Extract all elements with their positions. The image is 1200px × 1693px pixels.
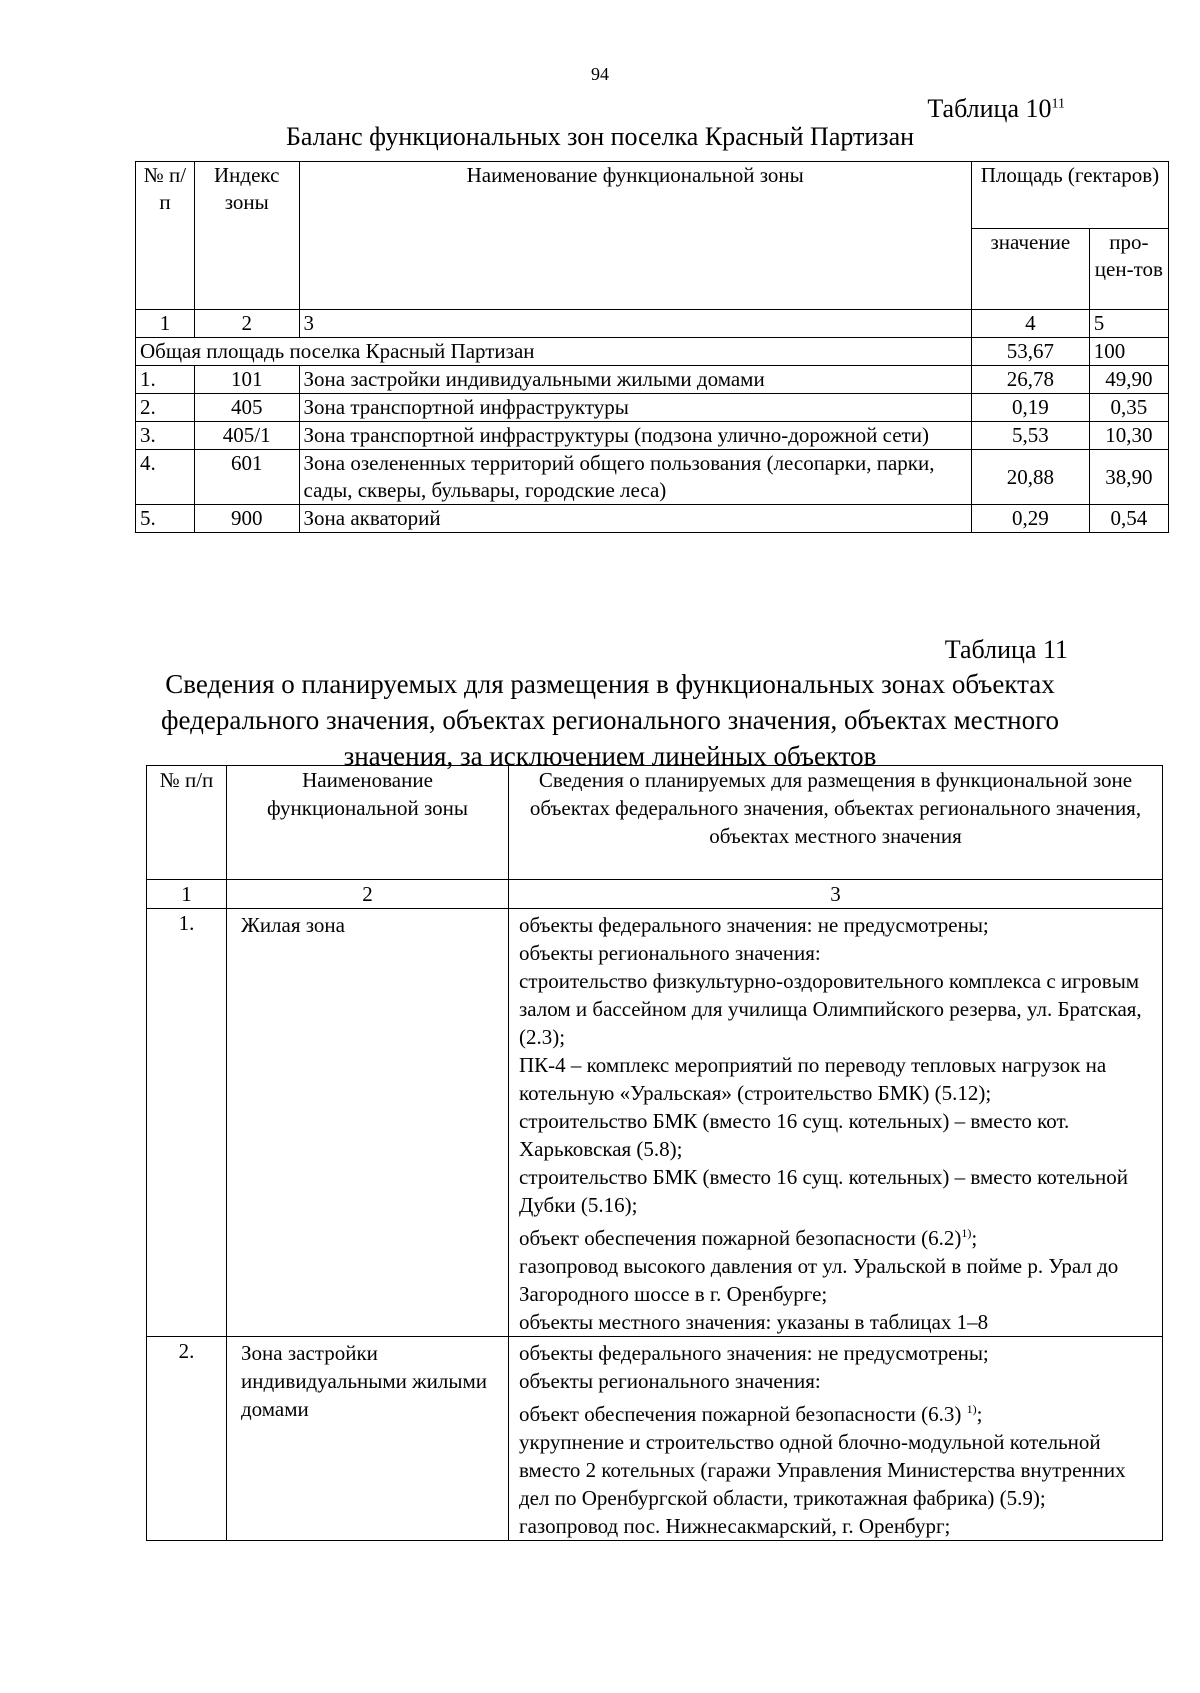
t10-row-num: 2. bbox=[136, 394, 195, 422]
t11-info-line: строительство БМК (вместо 16 сущ. котельных) – вместо котельной Дубки (5.16); bbox=[519, 1165, 1128, 1217]
page-number: 94 bbox=[591, 64, 609, 84]
t11-colnum: 2 bbox=[227, 880, 509, 909]
table11 bbox=[146, 765, 1163, 1541]
t10-row-index: 405/1 bbox=[194, 422, 299, 450]
t11-info-line: строительство физкультурно-оздоровительного комплекса с игровым залом и бассейном для училища Олимпийского резерва, ул. Братская, (2.3); bbox=[519, 969, 1142, 1049]
table10-label-text: Таблица 10 bbox=[927, 94, 1052, 123]
t10-row-index: 405 bbox=[194, 394, 299, 422]
t10-row-index: 900 bbox=[194, 505, 299, 533]
table-row bbox=[136, 450, 1169, 505]
t11-info-line: газопровод пос. Нижнесакмарский, г. Оренбург; bbox=[519, 1514, 951, 1538]
t11-info-line: объекты федерального значения: не предусмотрены; bbox=[519, 913, 989, 937]
t11-info-line: укрупнение и строительство одной блочно-модульной котельной вместо 2 котельных (гаражи Управления Министерства внутренних дел по Оренбургской области, трикотажная фабрика) (5.9); bbox=[519, 1430, 1126, 1510]
t10-row-value: 0,29 bbox=[971, 505, 1089, 533]
t10-row-index: 101 bbox=[194, 366, 299, 394]
t11-header-zone: Наименование функциональной зоны bbox=[227, 766, 509, 880]
t11-header-info: Сведения о планируемых для размещения в функциональной зоне объектах федерального значения, объектах регионального значения, объектах местного значения bbox=[509, 766, 1163, 880]
table-row bbox=[136, 394, 1169, 422]
t10-total-value: 53,67 bbox=[971, 338, 1089, 366]
t10-row-num: 3. bbox=[136, 422, 195, 450]
t11-colnum: 1 bbox=[147, 880, 227, 909]
t11-row-info bbox=[509, 909, 1163, 1337]
t11-info-line: объекты местного значения: указаны в таблицах 1–8 bbox=[519, 1310, 989, 1334]
table-row bbox=[136, 366, 1169, 394]
t10-total-percent: 100 bbox=[1089, 338, 1168, 366]
t10-row-percent: 38,90 bbox=[1089, 450, 1168, 505]
t11-info-text: объект обеспечения пожарной безопасности (6.2) bbox=[519, 1226, 962, 1250]
t11-info-text: объект обеспечения пожарной безопасности (6.3) bbox=[519, 1402, 967, 1426]
t10-row-value: 26,78 bbox=[971, 366, 1089, 394]
t10-header-num: № п/п bbox=[136, 162, 195, 310]
t10-colnum: 1 bbox=[136, 310, 195, 338]
t11-info-line: объекты федерального значения: не предусмотрены; bbox=[519, 1341, 989, 1365]
t10-row-percent: 10,30 bbox=[1089, 422, 1168, 450]
t10-row-percent: 49,90 bbox=[1089, 366, 1168, 394]
t10-row-name: Зона застройки индивидуальными жилыми домами bbox=[299, 366, 971, 394]
table10-label-footnote: 11 bbox=[1051, 96, 1065, 112]
t10-row-num: 4. bbox=[136, 450, 195, 505]
table10-title: Баланс функциональных зон поселка Красный Партизан bbox=[285, 122, 915, 151]
t11-info-punct: ; bbox=[971, 1226, 978, 1250]
t11-row-info bbox=[509, 1337, 1163, 1541]
t10-row-index: 601 bbox=[194, 450, 299, 505]
t10-row-name: Зона озелененных территорий общего пользования (лесопарки, парки, сады, скверы, бульвары, городские леса) bbox=[299, 450, 971, 505]
t10-row-value: 0,19 bbox=[971, 394, 1089, 422]
t11-colnum: 3 bbox=[509, 880, 1163, 909]
t10-colnum: 4 bbox=[971, 310, 1089, 338]
t11-row-zone: Зона застройки индивидуальными жилыми домами bbox=[227, 1337, 509, 1541]
t10-row-num: 5. bbox=[136, 505, 195, 533]
t10-row-name: Зона транспортной инфраструктуры (подзона улично-дорожной сети) bbox=[299, 422, 971, 450]
t11-info-line: строительство БМК (вместо 16 сущ. котельных) – вместо кот. Харьковская (5.8); bbox=[519, 1109, 1070, 1161]
t10-row-name: Зона транспортной инфраструктуры bbox=[299, 394, 971, 422]
footnote-marker: 1) bbox=[961, 1226, 972, 1240]
table-row bbox=[136, 505, 1169, 533]
t11-info-line: газопровод высокого давления от ул. Уральской в пойме р. Урал до Загородного шоссе в г. Оренбурге; bbox=[519, 1254, 1119, 1306]
t11-info-punct: ; bbox=[976, 1402, 983, 1426]
t11-row-num: 2. bbox=[147, 1337, 227, 1541]
t10-header-name: Наименование функциональной зоны bbox=[299, 162, 971, 310]
t10-row-value: 20,88 bbox=[971, 450, 1089, 505]
table-row bbox=[147, 909, 1163, 1337]
table11-label: Таблица 11 bbox=[944, 635, 1068, 664]
table10-label bbox=[927, 94, 1065, 124]
t11-info-line: ПК-4 – комплекс мероприятий по переводу тепловых нагрузок на котельную «Уральская» (строительство БМК) (5.12); bbox=[519, 1053, 1107, 1105]
table-row bbox=[136, 422, 1169, 450]
t10-row-num: 1. bbox=[136, 366, 195, 394]
t10-colnum: 3 bbox=[299, 310, 971, 338]
t10-row-percent: 0,35 bbox=[1089, 394, 1168, 422]
t11-row-zone: Жилая зона bbox=[227, 909, 509, 1337]
t10-row-name: Зона акваторий bbox=[299, 505, 971, 533]
t10-colnum: 2 bbox=[194, 310, 299, 338]
t11-info-line: объекты регионального значения: bbox=[519, 941, 821, 965]
t11-row-num: 1. bbox=[147, 909, 227, 1337]
t11-info-line bbox=[519, 1395, 1156, 1428]
t10-row-percent: 0,54 bbox=[1089, 505, 1168, 533]
t10-header-index: Индекс зоны bbox=[194, 162, 299, 310]
t10-header-percent: про-цен-тов bbox=[1089, 229, 1168, 310]
t10-header-area: Площадь (гектаров) bbox=[971, 162, 1168, 229]
t11-header-num: № п/п bbox=[147, 766, 227, 880]
t10-row-value: 5,53 bbox=[971, 422, 1089, 450]
table11-title: Сведения о планируемых для размещения в функциональных зонах объектах федерального значения, объектах регионального значения, объектах местного значения, за исключением линейных объектов bbox=[161, 669, 1059, 771]
t10-colnum: 5 bbox=[1089, 310, 1168, 338]
t11-info-line: объекты регионального значения: bbox=[519, 1369, 821, 1393]
footnote-marker: 1) bbox=[966, 1402, 977, 1416]
t11-info-line bbox=[519, 1219, 1156, 1252]
t10-total-label: Общая площадь поселка Красный Партизан bbox=[136, 338, 972, 366]
t10-header-value: значение bbox=[971, 229, 1089, 310]
table-row bbox=[147, 1337, 1163, 1541]
table10 bbox=[135, 161, 1169, 533]
